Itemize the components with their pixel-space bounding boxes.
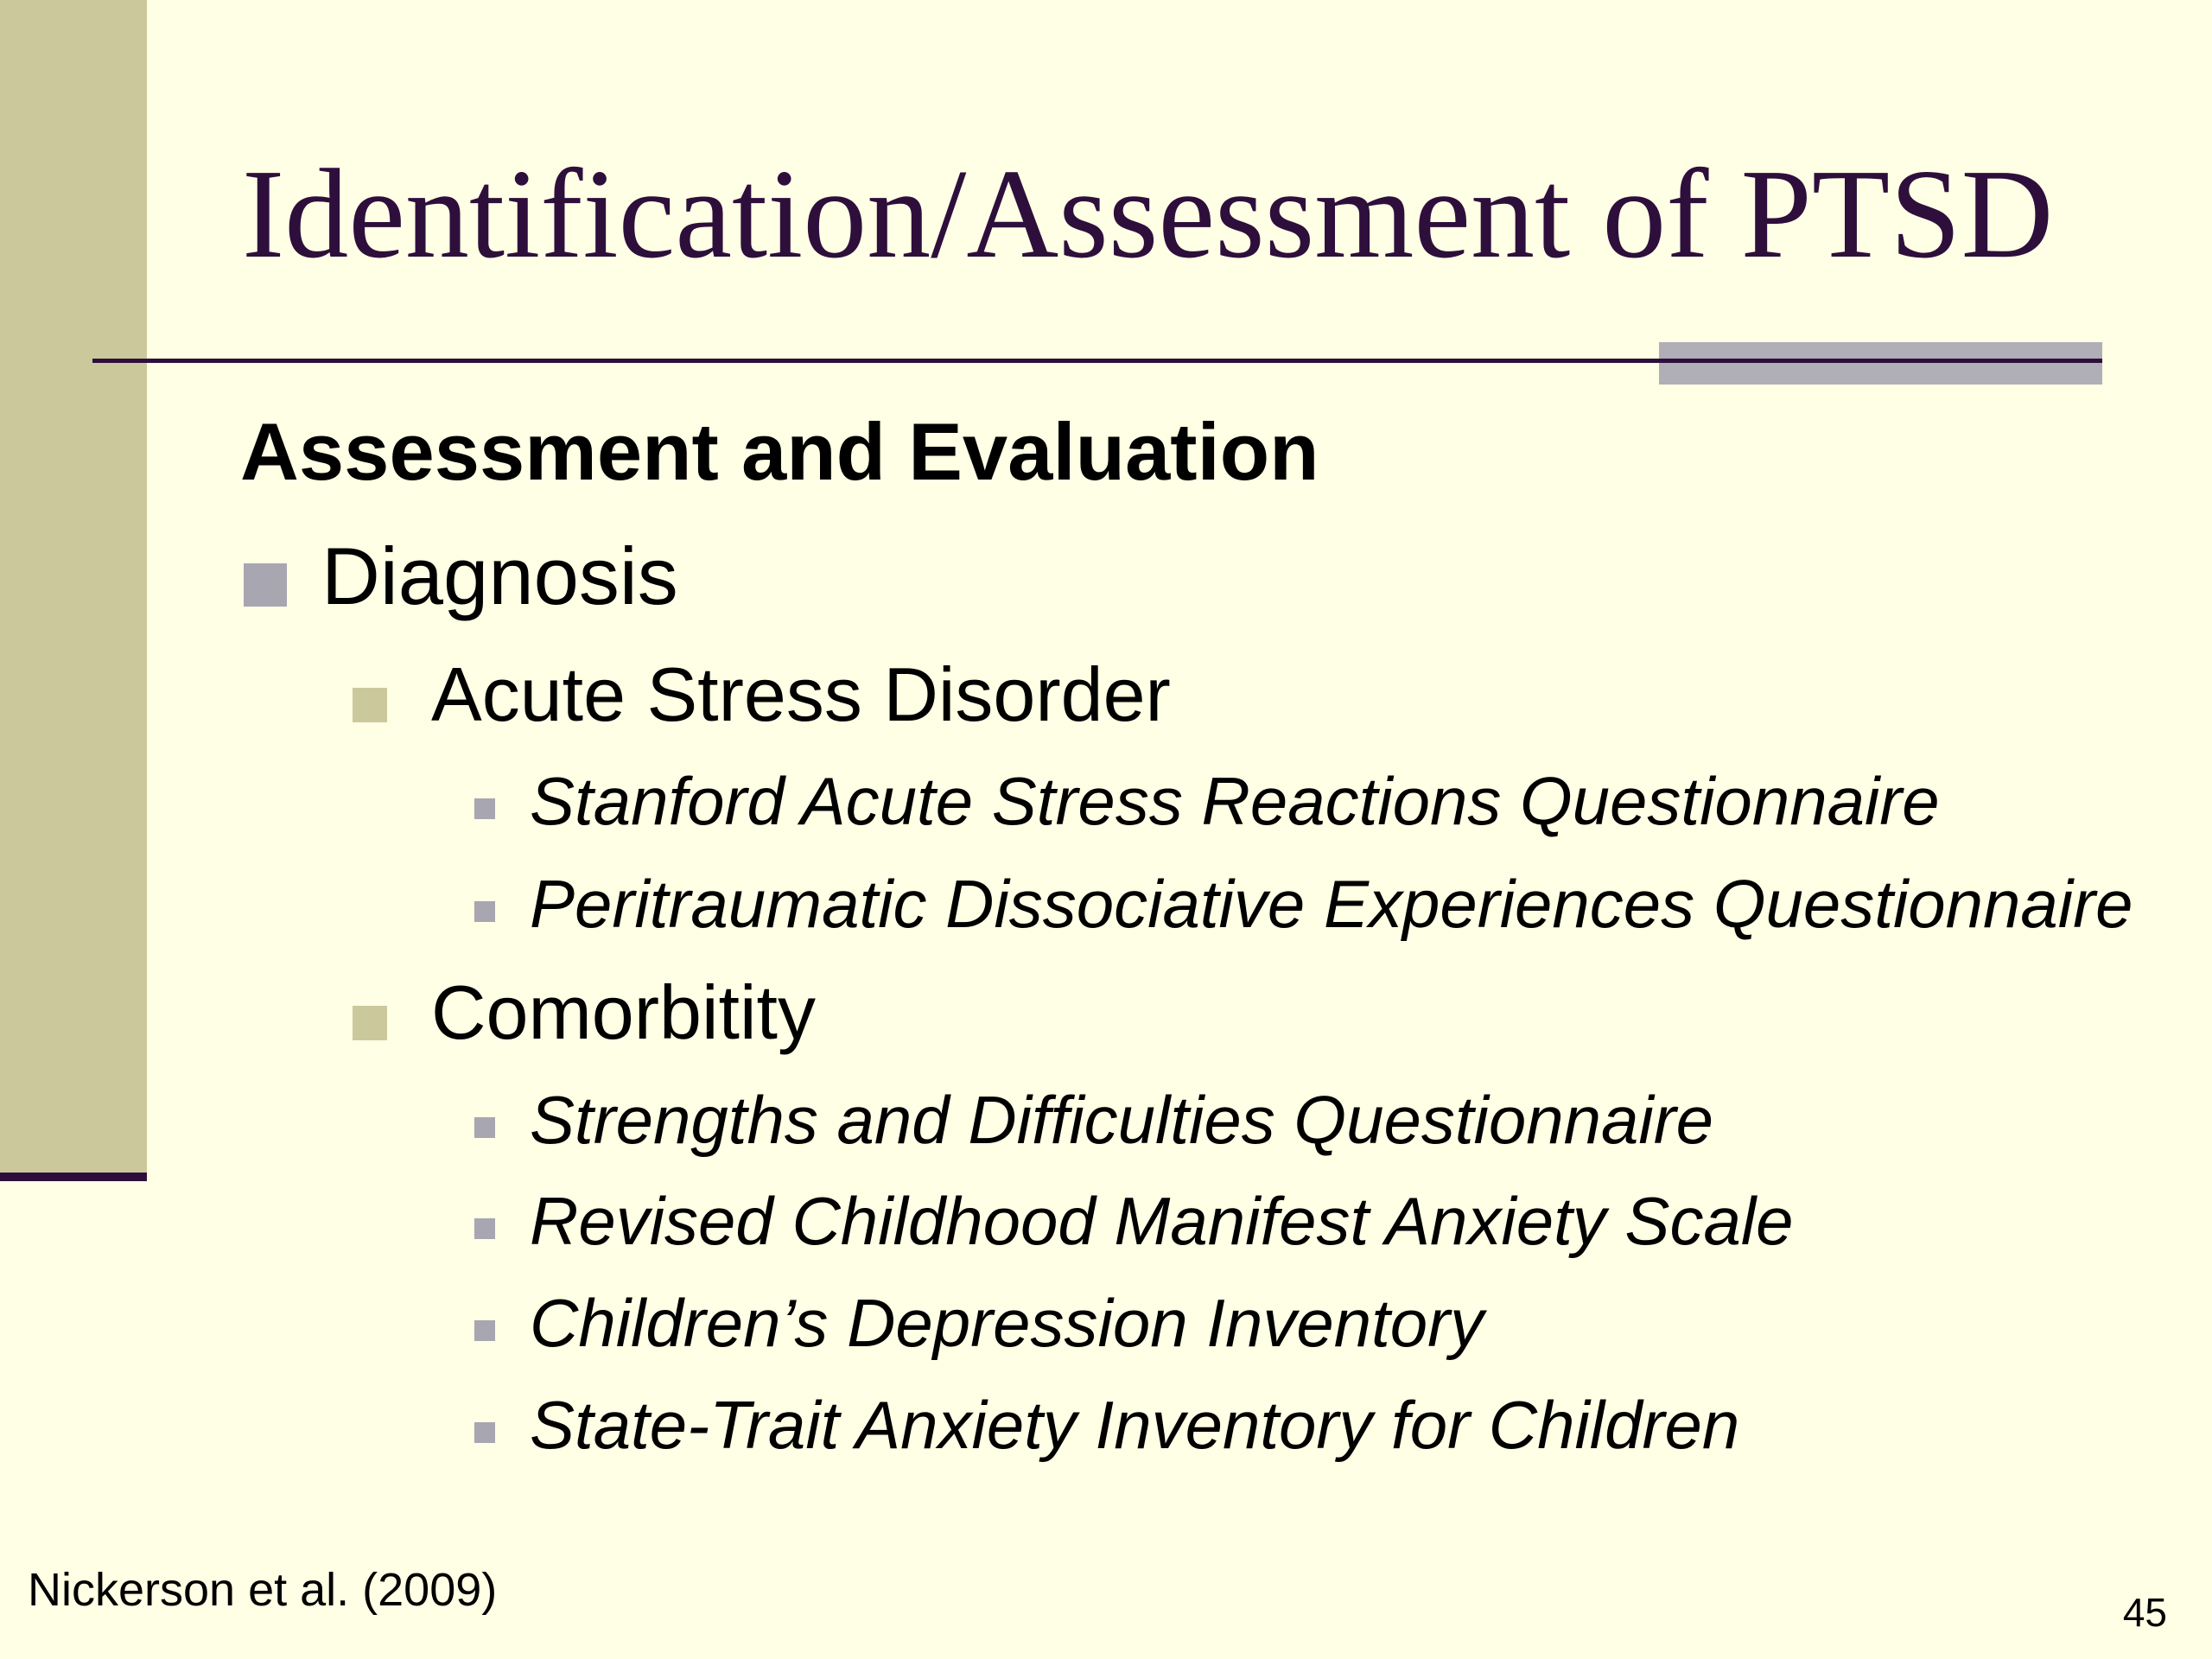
bullet-text: Peritraumatic Dissociative Experiences Questionnaire <box>530 866 2133 942</box>
bullet-text: Stanford Acute Stress Reactions Questionnaire <box>530 763 1940 839</box>
bullet-diagnosis <box>242 529 678 624</box>
bullet-state-trait-inventory <box>471 1384 1739 1465</box>
side-band-rule <box>0 1173 147 1181</box>
bullet-strengths-difficulties <box>471 1079 1713 1160</box>
square-bullet-icon <box>244 563 287 607</box>
bullet-text: Revised Childhood Manifest Anxiety Scale <box>530 1183 1794 1259</box>
slide-title: Identification/Assessment of PTSD <box>242 143 2054 285</box>
bullet-comorbidity <box>350 968 816 1058</box>
bullet-depression-inventory <box>471 1282 1484 1363</box>
square-bullet-icon <box>353 1006 387 1040</box>
bullet-acute-stress-disorder <box>350 650 1171 740</box>
title-divider-accent-line <box>1659 359 2102 363</box>
bullet-text: Comorbitity <box>431 969 816 1055</box>
bullet-text: Strengths and Difficulties Questionnaire <box>530 1082 1714 1158</box>
bullet-text: State-Trait Anxiety Inventory for Children <box>530 1387 1740 1463</box>
square-bullet-icon <box>474 901 495 922</box>
section-heading: Assessment and Evaluation <box>240 406 1319 497</box>
bullet-text: Acute Stress Disorder <box>431 652 1171 737</box>
square-bullet-icon <box>474 1218 495 1239</box>
square-bullet-icon <box>474 1422 495 1443</box>
bullet-text: Diagnosis <box>321 531 678 621</box>
bullet-peritraumatic-questionnaire <box>471 863 2133 944</box>
bullet-manifest-anxiety-scale <box>471 1180 1794 1262</box>
square-bullet-icon <box>474 1117 495 1138</box>
square-bullet-icon <box>474 798 495 819</box>
page-number: 45 <box>2122 1590 2167 1635</box>
square-bullet-icon <box>474 1320 495 1341</box>
title-divider-accent <box>1659 342 2102 385</box>
side-band <box>0 0 147 1177</box>
bullet-stanford-questionnaire <box>471 760 1940 842</box>
bullet-text: Children’s Depression Inventory <box>530 1285 1484 1361</box>
citation: Nickerson et al. (2009) <box>28 1564 498 1616</box>
square-bullet-icon <box>353 688 387 722</box>
